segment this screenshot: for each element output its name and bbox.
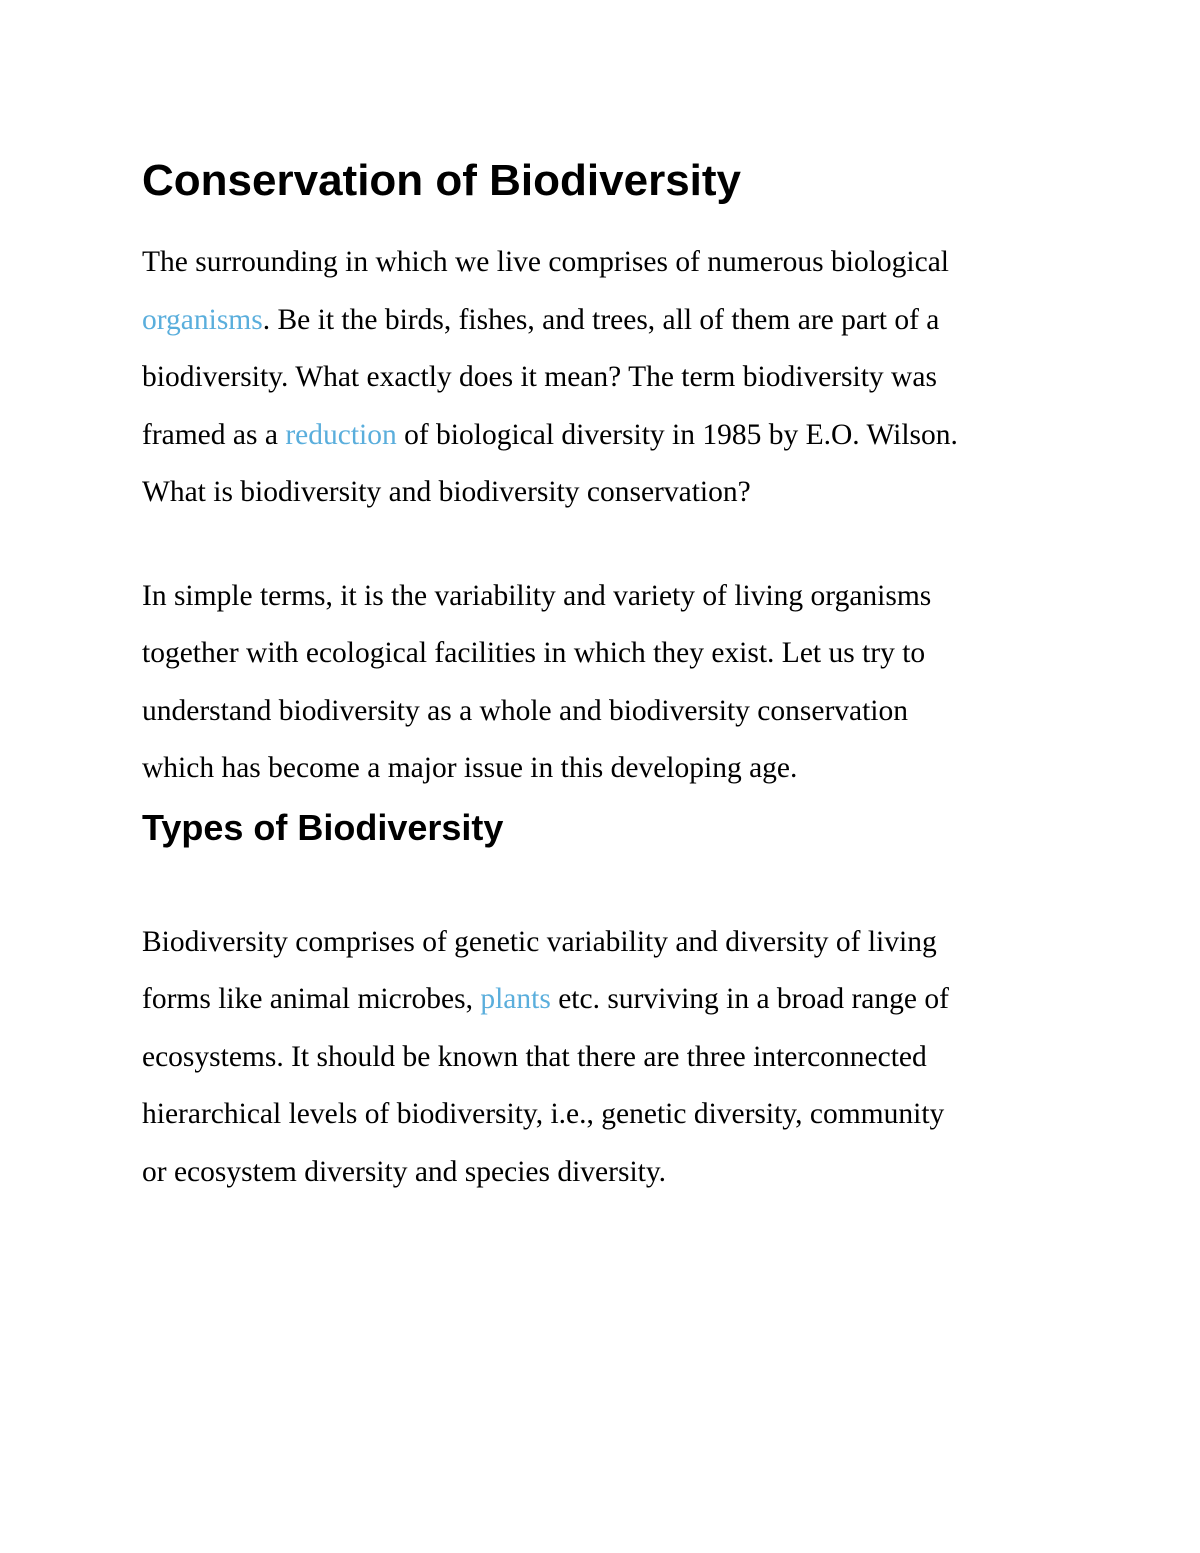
page-title: Conservation of Biodiversity — [142, 156, 742, 205]
document-content — [142, 150, 1052, 1201]
paragraph-text: . Be it the birds, fishes, and trees, all of them are part of a — [262, 303, 940, 336]
paragraph-text: framed as a — [142, 418, 286, 451]
paragraph-text: forms like animal microbes, — [142, 983, 481, 1015]
definition-paragraph — [142, 568, 1052, 798]
paragraph-line: biodiversity. What exactly does it mean? The term biodiversity was — [142, 361, 937, 393]
paragraph-line: which has become a major issue in this developing age. — [142, 752, 798, 784]
paragraph-line — [142, 971, 1052, 1029]
types-paragraph — [142, 914, 1052, 1202]
paragraph-line: Biodiversity comprises of genetic variability and diversity of living — [142, 925, 937, 958]
paragraph-line: hierarchical levels of biodiversity, i.e., genetic diversity, community — [142, 1098, 945, 1130]
paragraph-line — [142, 407, 1052, 465]
paragraph-line: The surrounding in which we live comprises of numerous biological — [142, 246, 949, 278]
paragraph-line: or ecosystem diversity and species diversity. — [142, 1155, 667, 1188]
section-heading: Types of Biodiversity — [142, 806, 504, 848]
paragraph-text: etc. surviving in a broad range of — [550, 983, 949, 1015]
paragraph-line: understand biodiversity as a whole and biodiversity conservation — [142, 694, 909, 727]
paragraph-line: ecosystems. It should be known that there are three interconnected — [142, 1040, 927, 1073]
paragraph-text: of biological diversity in 1985 by E.O. Wilson. — [396, 418, 958, 451]
paragraph-line — [142, 292, 1052, 350]
intro-paragraph — [142, 234, 1052, 522]
paragraph-line: together with ecological facilities in which they exist. Let us try to — [142, 637, 926, 669]
paragraph-line: In simple terms, it is the variability and variety of living organisms — [142, 579, 932, 612]
plants-link[interactable]: plants — [480, 983, 551, 1015]
organisms-link[interactable]: organisms — [142, 303, 263, 336]
reduction-link[interactable]: reduction — [285, 418, 397, 451]
paragraph-line: What is biodiversity and biodiversity conservation? — [142, 476, 751, 508]
